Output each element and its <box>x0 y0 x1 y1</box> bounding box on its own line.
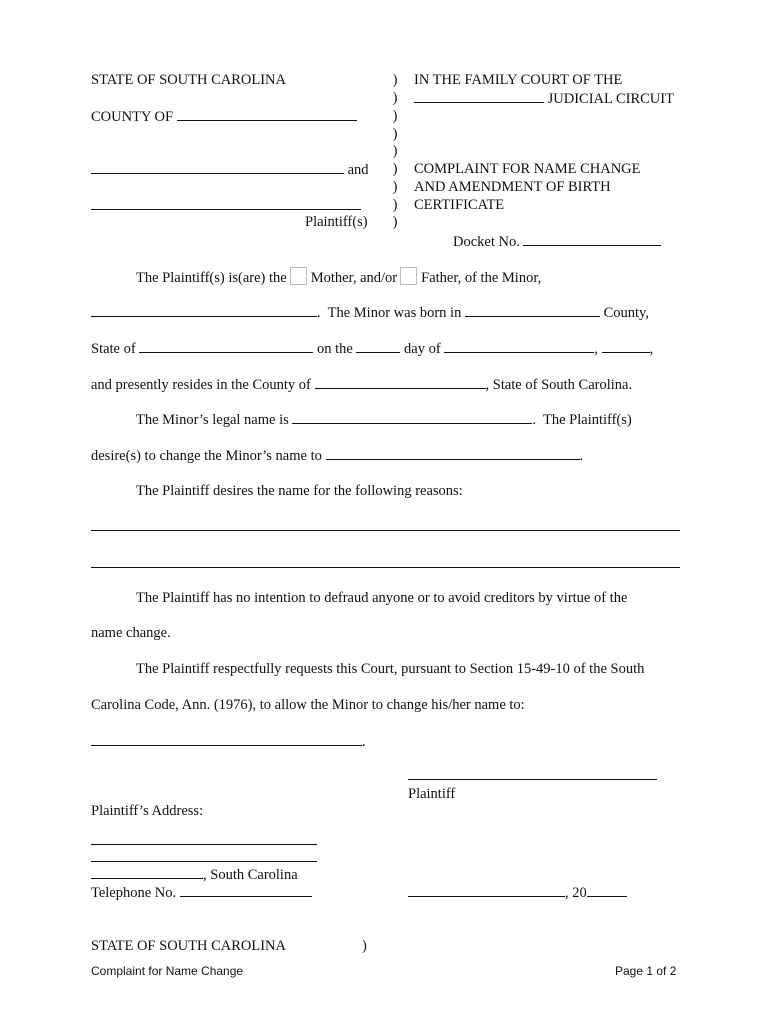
footer-title: Complaint for Name Change <box>91 964 244 978</box>
judicial-circuit-label: JUDICIAL CIRCUIT <box>547 91 674 107</box>
caption-county <box>91 107 357 126</box>
plaintiff-name-blank-1[interactable] <box>91 160 344 174</box>
telephone-label: Telephone No. <box>91 885 177 901</box>
document-title-line-2: AND AMENDMENT OF BIRTH <box>414 179 611 195</box>
plaintiff-name-blank-2[interactable] <box>91 196 361 210</box>
no-fraud-statement-1: The Plaintiff has no intention to defraud anyone or to avoid creditors by virtue of the <box>136 590 628 606</box>
legal-name-line <box>136 410 632 429</box>
request-statement-1: The Plaintiff respectfully requests this Court, pursuant to Section 15-49-10 of the South <box>136 661 645 677</box>
judicial-circuit-line <box>414 89 674 108</box>
date-line <box>408 883 627 902</box>
docket-blank[interactable] <box>523 232 661 246</box>
plaintiff-address-label: Plaintiff’s Address: <box>91 803 204 819</box>
year-blank[interactable] <box>587 883 627 897</box>
residence-county-blank[interactable] <box>315 375 486 389</box>
reasons-heading: The Plaintiff desires the name for the following reasons: <box>136 483 463 499</box>
docket-label: Docket No. <box>453 234 520 250</box>
county-label: COUNTY OF <box>91 109 174 125</box>
year-label: , 20 <box>565 885 587 901</box>
bottom-caption-state: STATE OF SOUTH CAROLINA <box>91 938 286 954</box>
telephone-line <box>91 883 312 902</box>
circuit-blank[interactable] <box>414 89 544 103</box>
birth-month-blank[interactable] <box>444 339 594 353</box>
new-name-blank[interactable] <box>326 446 580 460</box>
caption-paren: ) <box>392 108 398 124</box>
caption-plaintiff-line-1 <box>91 160 369 179</box>
address-line-1[interactable] <box>91 844 317 845</box>
day-of-label: day of <box>404 341 441 357</box>
county-word: County, <box>603 305 649 321</box>
address-line-2[interactable] <box>91 861 317 862</box>
plaintiff-signature-line[interactable] <box>408 779 657 780</box>
birth-county-line <box>91 303 649 322</box>
resides-label: and presently resides in the County of <box>91 377 311 393</box>
city-blank[interactable] <box>91 865 203 879</box>
requested-name-blank[interactable] <box>91 732 362 746</box>
residence-line <box>91 375 632 394</box>
relationship-line <box>136 267 541 287</box>
caption-paren: ) <box>392 214 398 230</box>
request-statement-2: Carolina Code, Ann. (1976), to allow the Minor to change his/her name to: <box>91 697 525 713</box>
court-name: IN THE FAMILY COURT OF THE <box>414 72 623 88</box>
no-fraud-statement-2: name change. <box>91 625 171 641</box>
caption-paren: ) <box>392 161 398 177</box>
state-sc-label: , State of South Carolina. <box>485 377 633 393</box>
reasons-line-1[interactable] <box>91 530 680 531</box>
caption-paren: ) <box>392 143 398 159</box>
father-checkbox[interactable] <box>400 267 417 285</box>
county-blank[interactable] <box>177 107 357 121</box>
birth-year-blank[interactable] <box>602 339 650 353</box>
birth-state-blank[interactable] <box>139 339 313 353</box>
legal-name-label: The Minor’s legal name is <box>136 412 289 428</box>
plaintiff-signature-label: Plaintiff <box>408 786 456 802</box>
caption-paren: ) <box>392 126 398 142</box>
page-number: Page 1 of 2 <box>615 964 677 978</box>
birth-county-blank[interactable] <box>465 303 600 317</box>
period: . <box>579 448 584 464</box>
on-the-label: on the <box>316 341 353 357</box>
docket-line <box>453 232 661 251</box>
document-title-line-3: CERTIFICATE <box>414 197 505 213</box>
date-blank[interactable] <box>408 883 565 897</box>
new-name-label: desire(s) to change the Minor’s name to <box>91 448 322 464</box>
comma: , <box>649 341 654 357</box>
caption-paren: ) <box>392 72 398 88</box>
birth-day-blank[interactable] <box>356 339 400 353</box>
caption-paren: ) <box>392 197 398 213</box>
mother-label: Mother, and/or <box>310 270 398 286</box>
reasons-line-2[interactable] <box>91 567 680 568</box>
birth-date-line <box>91 339 653 358</box>
period: . <box>362 734 366 750</box>
requested-name-line <box>91 732 366 751</box>
minor-name-blank[interactable] <box>91 303 317 317</box>
mother-checkbox[interactable] <box>290 267 307 285</box>
telephone-blank[interactable] <box>180 883 312 897</box>
relationship-label: The Plaintiff(s) is(are) the <box>136 270 287 286</box>
caption-state: STATE OF SOUTH CAROLINA <box>91 72 286 88</box>
new-name-line <box>91 446 583 465</box>
father-label: Father, of the Minor, <box>421 270 542 286</box>
and-label: and <box>347 162 369 178</box>
bottom-caption-paren: ) <box>362 938 367 954</box>
city-line <box>91 865 298 884</box>
caption-plaintiffs-label: Plaintiff(s) <box>305 214 368 230</box>
legal-name-blank[interactable] <box>292 410 532 424</box>
comma: , <box>594 341 598 357</box>
caption-paren: ) <box>392 179 398 195</box>
document-title-line-1: COMPLAINT FOR NAME CHANGE <box>414 161 641 177</box>
south-carolina-label: , South Carolina <box>203 867 298 883</box>
plaintiffs-label: . The Plaintiff(s) <box>532 412 632 428</box>
state-of-label: State of <box>91 341 136 357</box>
caption-paren: ) <box>392 90 398 106</box>
born-in-label: . The Minor was born in <box>317 305 462 321</box>
